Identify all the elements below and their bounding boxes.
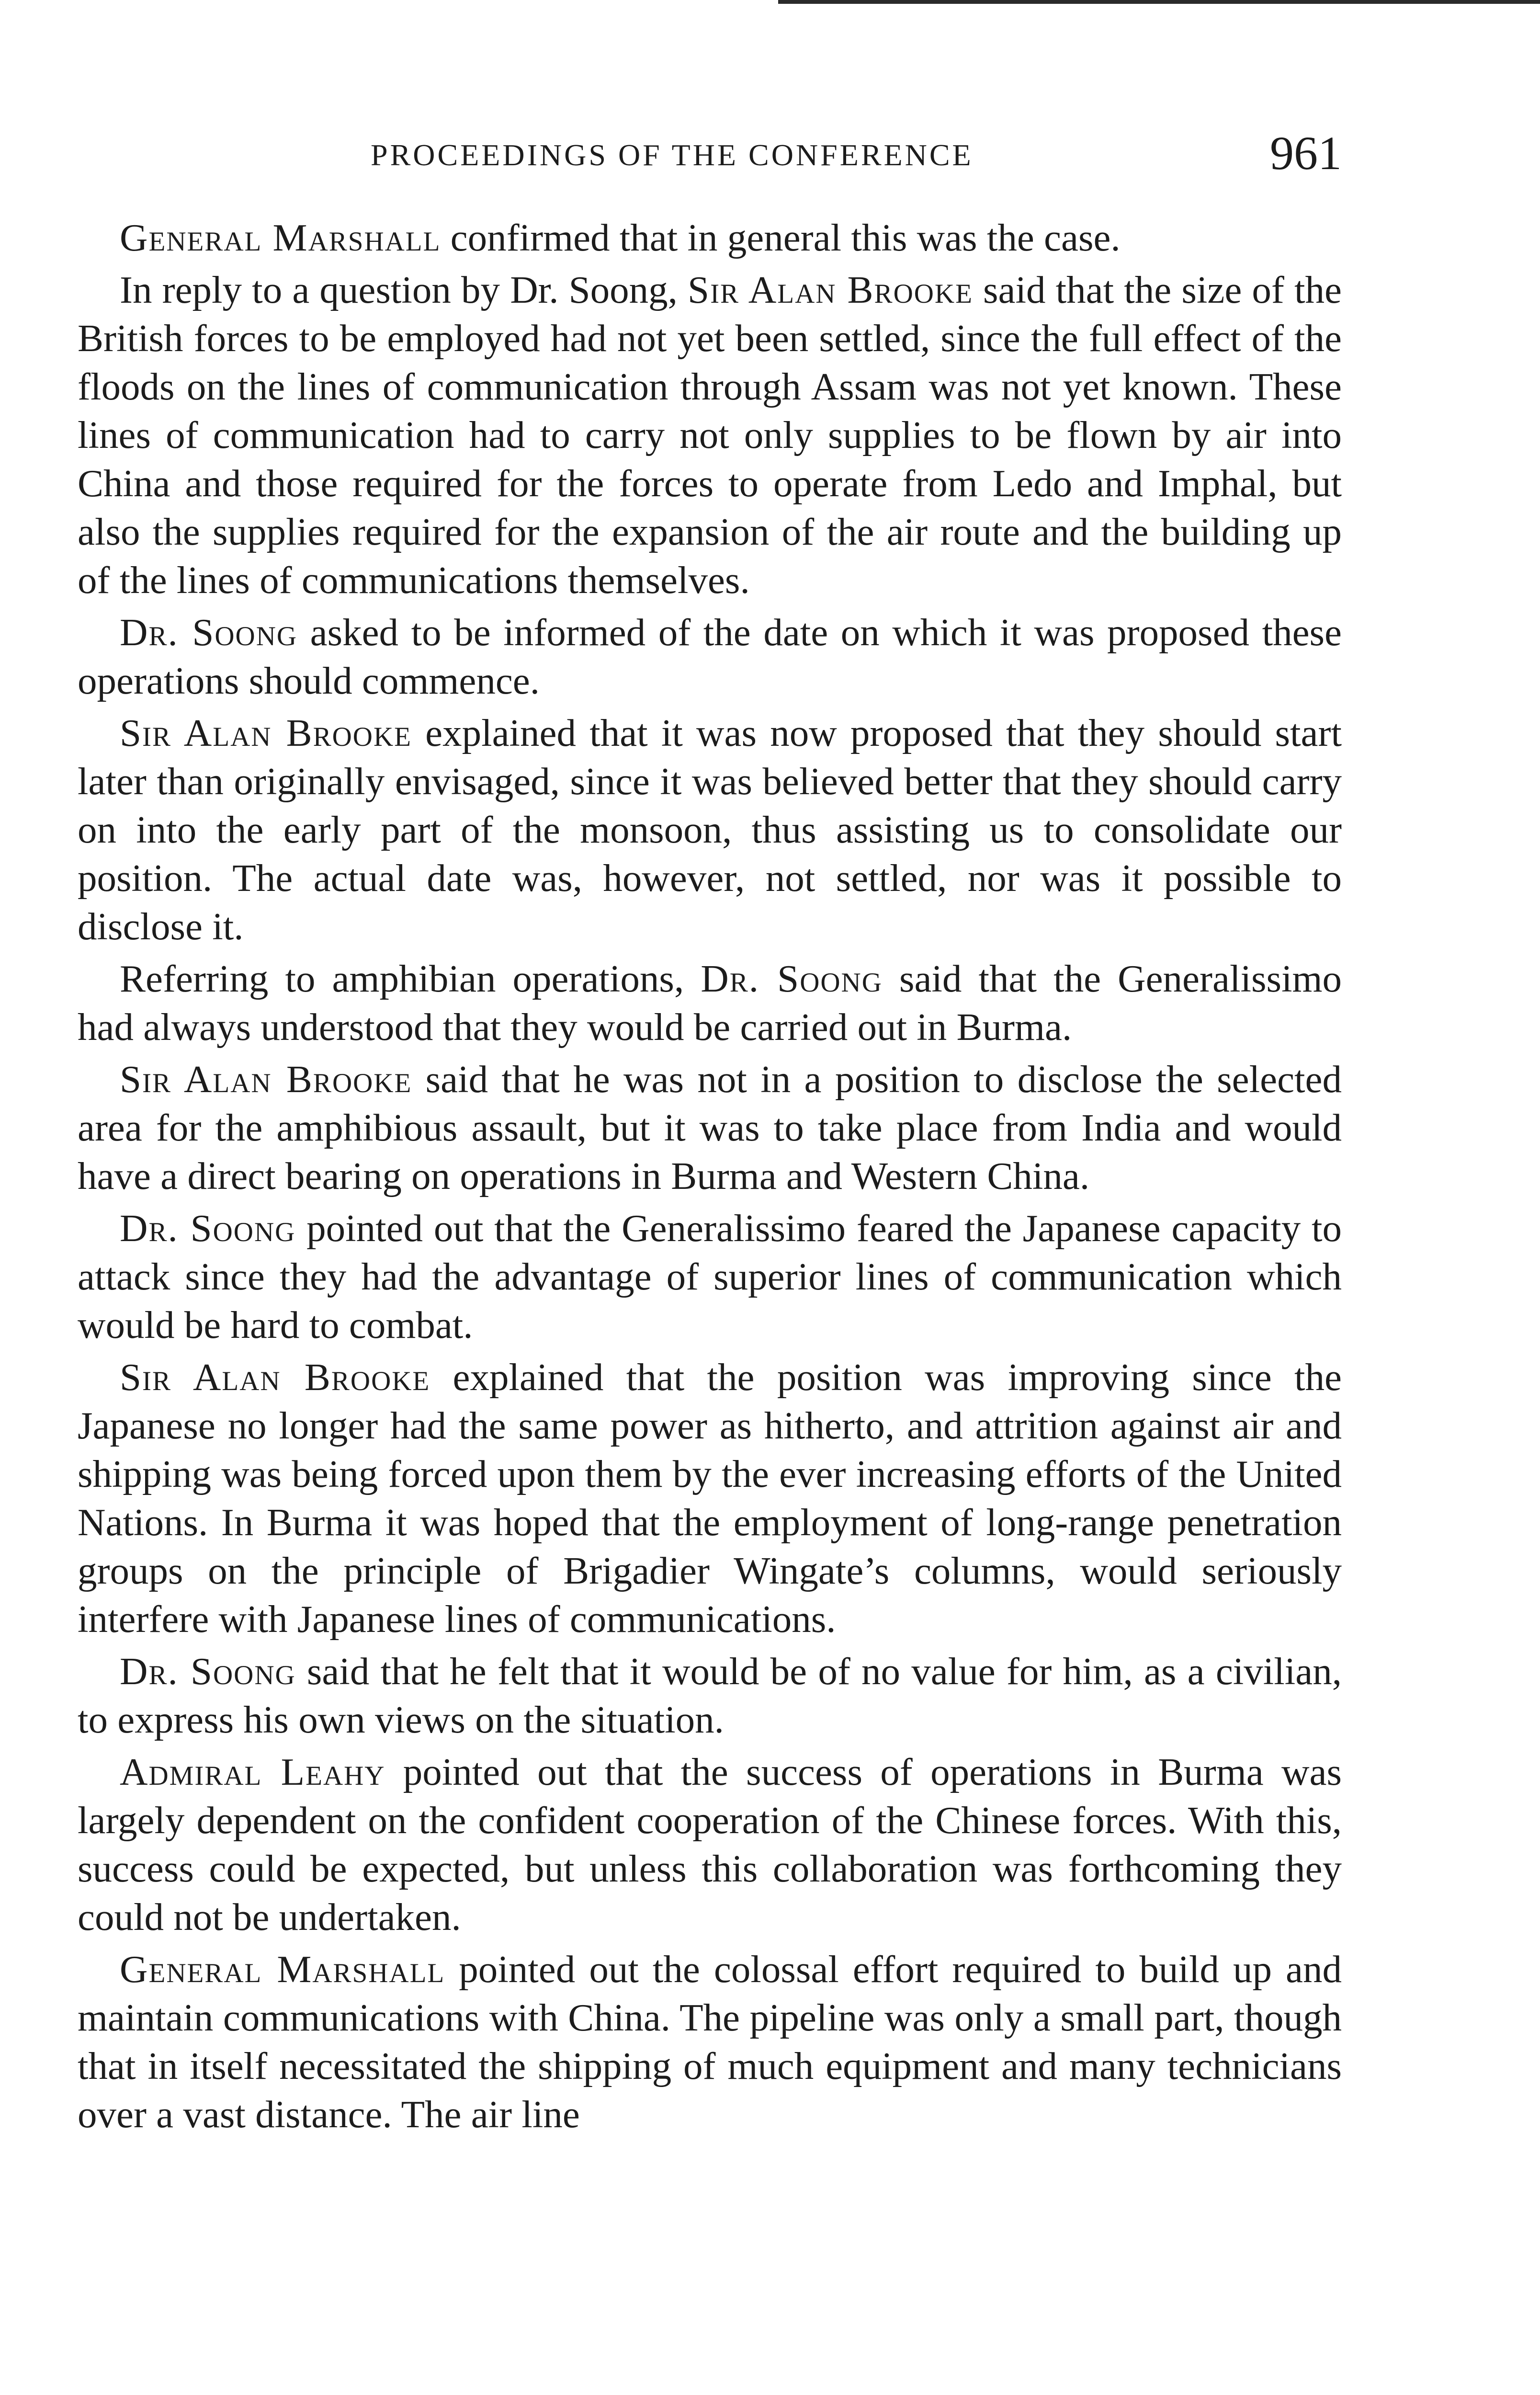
speaker-name: Dr. Soong	[120, 1207, 296, 1250]
document-page	[78, 126, 1342, 2143]
running-head: PROCEEDINGS OF THE CONFERENCE	[371, 138, 974, 172]
paragraph-text: pointed out the colossal effort required to build up and maintain communications with China. The pipeline was only a small part, though that in itself necessitated the shipping of much equipment and many technicians over a vast distance. The air line	[78, 1948, 1342, 2136]
speaker-name: General Marshall	[120, 1948, 445, 1991]
paragraph-text: said that the size of the British forces to be employed had not yet been settled, since the full effect of the floods on the lines of communication through Assam was not yet known. These lines of communication had to carry not only supplies to be flown by air into China and those required for the forces to operate from Ledo and Imphal, but also the supplies required for the expansion of the air route and the building up of the lines of communications themselves.	[78, 268, 1342, 602]
page-header	[78, 126, 1342, 196]
top-edge-rule	[778, 0, 1540, 4]
paragraph-text: said that he was not in a position to disclose the selected area for the amphibious assault, but it was to take place from India and would have a direct bearing on operations in Burma and Western China.	[78, 1058, 1342, 1198]
paragraph-8	[78, 1353, 1342, 1643]
speaker-name: General Marshall	[120, 216, 441, 259]
paragraph-10	[78, 1748, 1342, 1941]
paragraph-3	[78, 608, 1342, 705]
speaker-name: Sir Alan Brooke	[120, 1356, 430, 1399]
paragraph-1	[78, 214, 1342, 262]
paragraph-6	[78, 1055, 1342, 1200]
paragraph-text: said that the Generalissimo had always understood that they would be carried out in Burma.	[78, 957, 1342, 1049]
speaker-name: Dr. Soong	[120, 611, 298, 654]
speaker-name: Sir Alan Brooke	[120, 1058, 412, 1101]
page-number: 961	[1270, 126, 1342, 180]
paragraph-text: explained that it was now proposed that they should start later than originally envisaged, since it was believed better that they should carry on into the early part of the monsoon, thus assisting us to consolidate our position. The actual date was, however, not settled, nor was it possible to disclose it.	[78, 711, 1342, 948]
paragraph-lead: Referring to amphibian operations,	[120, 957, 701, 1000]
paragraph-text: pointed out that the success of operations in Burma was largely dependent on the confident cooperation of the Chinese forces. With this, success could be expected, but unless this collaboration was forthcoming they could not be undertaken.	[78, 1750, 1342, 1939]
paragraph-text: confirmed that in general this was the case.	[441, 216, 1121, 259]
paragraph-4	[78, 709, 1342, 951]
speaker-name: Dr. Soong	[120, 1650, 296, 1693]
paragraph-11	[78, 1945, 1342, 2139]
paragraph-text: explained that the position was improving since the Japanese no longer had the same power as hitherto, and attrition against air and shipping was being forced upon them by the ever increasing efforts of the United Nations. In Burma it was hoped that the employment of long-range penetration groups on the principle of Brigadier Wingate’s columns, would seriously interfere with Japanese lines of communications.	[78, 1356, 1342, 1641]
paragraph-5	[78, 955, 1342, 1051]
speaker-name: Sir Alan Brooke	[120, 711, 412, 754]
paragraph-7	[78, 1204, 1342, 1349]
paragraph-text: pointed out that the Generalissimo feared the Japanese capacity to attack since they had the advantage of superior lines of communication which would be hard to combat.	[78, 1207, 1342, 1346]
paragraph-lead: In reply to a question by Dr. Soong,	[120, 268, 688, 311]
speaker-name: Dr. Soong	[701, 957, 883, 1000]
paragraph-text: said that he felt that it would be of no value for him, as a civilian, to express his own views on the situation.	[78, 1650, 1342, 1741]
paragraph-text: asked to be informed of the date on which it was proposed these operations should commence.	[78, 611, 1342, 702]
paragraph-9	[78, 1647, 1342, 1744]
body-text	[78, 214, 1342, 2139]
speaker-name: Sir Alan Brooke	[688, 268, 973, 311]
paragraph-2	[78, 266, 1342, 604]
speaker-name: Admiral Leahy	[120, 1750, 385, 1793]
